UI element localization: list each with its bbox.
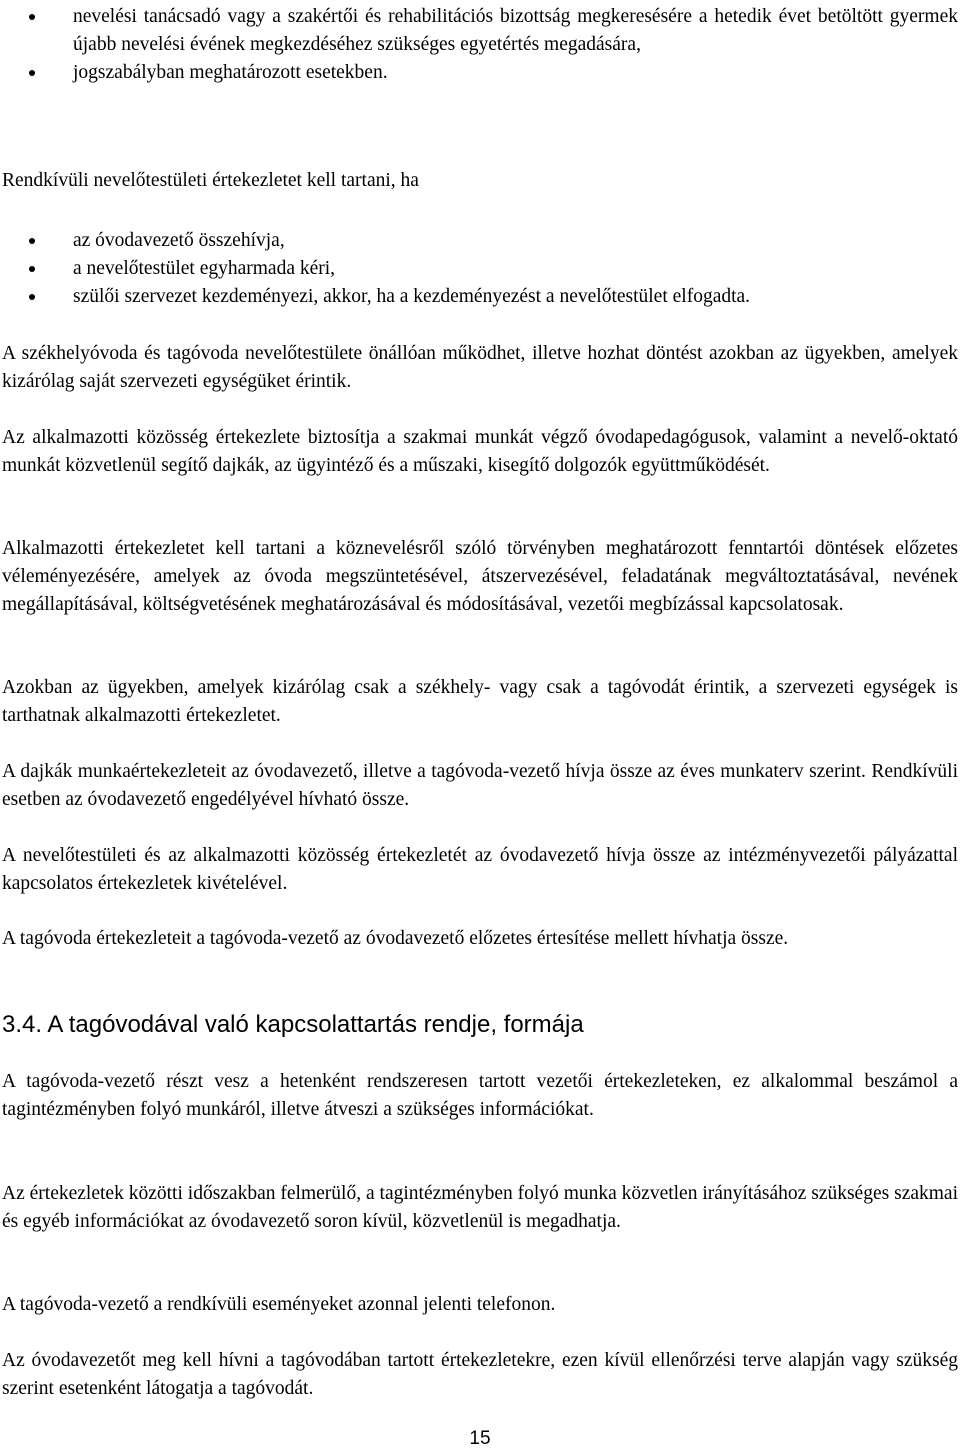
paragraph: Alkalmazotti értekezletet kell tartani a köznevelésről szóló törvényben meghatározott fenntartói döntések előzetes véleményezésére, amelyek az óvoda megszüntetésével, átszervezésével, feladatának megváltoztatásával, nevének megállapításával, költségvetésének meghatározásával és módosításával, vezetői megbízással kapcsolatosak. bbox=[2, 538, 958, 615]
paragraph-rendkivuli: Rendkívüli nevelőtestületi értekezletet kell tartani, ha bbox=[2, 170, 419, 191]
paragraph: Az értekezletek közötti időszakban felmerülő, a tagintézményben folyó munka közvetlen irányításához szükséges szakmai és egyéb információkat az óvodavezető soron kívül, közvetlenül is megadhatja. bbox=[2, 1183, 958, 1232]
paragraph: Az alkalmazotti közösség értekezlete biztosítja a szakmai munkát végző óvodapedagógusok, valamint a nevelő-oktató munkát közvetlenül segítő dajkák, az ügyintéző és a műszaki, kisegítő dolgozók együttműködését. bbox=[2, 427, 958, 476]
paragraph: A tagóvoda-vezető a rendkívüli eseményeket azonnal jelenti telefonon. bbox=[2, 1294, 556, 1315]
paragraph: Az óvodavezetőt meg kell hívni a tagóvodában tartott értekezletekre, ezen kívül ellenőrzési terve alapján vagy szükség szerint esetenként látogatja a tagóvodát. bbox=[2, 1350, 958, 1399]
list-item: nevelési tanácsadó vagy a szakértői és rehabilitációs bizottság megkeresésére a hetedik évet betöltött gyermek újabb nevelési évének megkezdéséhez szükséges egyetértés megadására, bbox=[0, 3, 960, 59]
paragraph: A tagóvoda értekezleteit a tagóvoda-vezető az óvodavezető előzetes értesítése mellett hívhatja össze. bbox=[2, 928, 789, 949]
paragraph: Azokban az ügyekben, amelyek kizárólag csak a székhely- vagy csak a tagóvodát érintik, a szervezeti egységek is tarthatnak alkalmazotti értekezletet. bbox=[2, 677, 958, 726]
page-number: 15 bbox=[469, 1428, 491, 1449]
list-item: jogszabályban meghatározott esetekben. bbox=[0, 59, 960, 87]
bullet-list-top bbox=[0, 3, 960, 87]
list-item: az óvodavezető összehívja, bbox=[0, 227, 960, 255]
paragraph: A tagóvoda-vezető részt vesz a hetenként rendszeresen tartott vezetői értekezleteken, ez alkalommal beszámol a tagintézményben folyó munkáról, illetve átveszi a szükséges információkat. bbox=[2, 1071, 958, 1120]
paragraph: A dajkák munkaértekezleteit az óvodavezető, illetve a tagóvoda-vezető hívja össze az éves munkaterv szerint. Rendkívüli esetben az óvodavezető engedélyével hívható össze. bbox=[2, 761, 958, 810]
paragraph: A székhelyóvoda és tagóvoda nevelőtestülete önállóan működhet, illetve hozhat döntést azokban az ügyekben, amelyek kizárólag saját szervezeti egységüket érintik. bbox=[2, 343, 958, 392]
bullet-list-conditions bbox=[0, 227, 960, 311]
list-item: szülői szervezet kezdeményezi, akkor, ha a kezdeményezést a nevelőtestület elfogadta. bbox=[0, 283, 960, 311]
list-item: a nevelőtestület egyharmada kéri, bbox=[0, 255, 960, 283]
section-heading: 3.4. A tagóvodával való kapcsolattartás rendje, formája bbox=[2, 1011, 584, 1038]
paragraph: A nevelőtestületi és az alkalmazotti közösség értekezletét az óvodavezető hívja össze az intézményvezetői pályázattal kapcsolatos értekezletek kivételével. bbox=[2, 845, 958, 894]
